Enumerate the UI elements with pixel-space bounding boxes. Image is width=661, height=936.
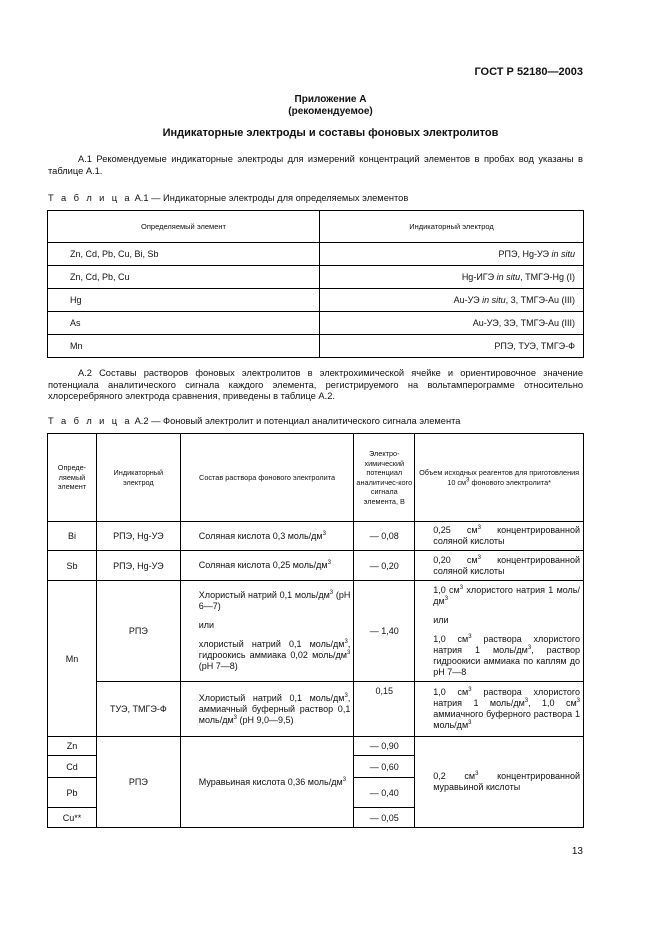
volume-header-line2-tail: фонового электролита* [469, 477, 551, 487]
text: , раствор гидроокиси аммиака по каплям до рН 7—8 [433, 644, 581, 677]
table2-header-composition: Состав раствора фонового электролита [180, 434, 354, 522]
cell-volume [415, 551, 584, 581]
text: Соляная кислота 0,25 моль/дм [198, 560, 328, 570]
table2-header-volume [415, 434, 584, 522]
cell-volume [415, 682, 584, 737]
text: , 1,0 см [528, 698, 577, 708]
cell-element: Pb [48, 778, 97, 808]
superscript: 3 [466, 477, 470, 484]
table1-caption [48, 193, 408, 203]
cell-composition [180, 581, 354, 682]
text: Соляная кислота 0,3 моль/дм [198, 530, 323, 541]
electrode-text: РПЭ, ТУЭ, ТМГЭ-Ф [494, 341, 575, 351]
table2-caption [48, 416, 460, 426]
table-row [48, 289, 584, 312]
or-text: или [433, 614, 449, 625]
cell-electrode: РПЭ, Hg-УЭ [96, 522, 180, 551]
document-id: ГОСТ Р 52180—2003 [474, 66, 583, 78]
paragraph-a1: А.1 Рекомендуемые индикаторные электроды для измерений концентраций элементов в пробах вод указаны в таблице А.1. [48, 154, 583, 176]
table1-cell-element: Hg [48, 289, 320, 312]
text: 1,0 см [433, 584, 460, 595]
electrode-text: РПЭ, Hg-УЭ [498, 249, 552, 259]
table2-header-row [48, 434, 584, 522]
table2-caption-text: А.2 — Фоновый электролит и потенциал аналитического сигнала элемента [134, 416, 461, 426]
superscript: 3 [524, 698, 529, 704]
appendix-header [0, 94, 661, 118]
table1-caption-label: Т а б л и ц а [48, 193, 132, 203]
text: Хлористый натрий 0,1 моль/дм [198, 590, 330, 600]
superscript: 3 [346, 650, 351, 656]
or-text: или [198, 620, 215, 630]
text: 0,2 см [433, 771, 476, 781]
cell-element: Zn [48, 737, 97, 756]
electrode-italic: in situ [482, 295, 506, 305]
table1-header-element: Определяемый элемент [48, 211, 320, 243]
cell-composition [180, 551, 354, 581]
text: , гидроокись аммиака 0,02 моль/дм [198, 639, 351, 660]
volume-header-line1: Объем исходных реагентов для приготовления [419, 468, 580, 477]
superscript: 3 [475, 771, 479, 777]
electrode-text-tail: , ТМГЭ-Hg (I) [520, 272, 575, 282]
superscript: 3 [477, 525, 481, 531]
superscript: 3 [527, 644, 532, 651]
text: раствора хлористого натрия 1 моль/дм [433, 633, 581, 655]
electrode-text-tail: , 3, ТМГЭ-Au (III) [505, 295, 575, 305]
cell-electrode: РПЭ, Hg-УЭ [96, 551, 180, 581]
superscript: 3 [329, 590, 334, 596]
table1-cell-electrode [320, 335, 584, 358]
table-row [48, 737, 584, 756]
table1-cell-element: Zn, Cd, Pb, Cu, Bi, Sb [48, 243, 320, 266]
text: 1,0 см [433, 633, 469, 644]
superscript: 3 [468, 720, 472, 726]
text: , аммиачный буферный раствор 0,1 моль/дм [198, 692, 351, 725]
cell-potential: — 1,40 [354, 581, 415, 682]
cell-potential: — 0,20 [354, 551, 415, 581]
electrode-text: Au-УЭ [453, 295, 483, 305]
section-heading: Индикаторные электроды и составы фоновых электролитов [162, 127, 499, 139]
text: (рН 6—7) [198, 590, 351, 611]
cell-volume [415, 581, 584, 682]
text: хлористый натрий 0,1 моль/дм [198, 639, 345, 649]
cell-potential: — 0,05 [354, 808, 415, 828]
text: концентрированной соляной кислоты [433, 554, 580, 576]
superscript: 3 [233, 714, 237, 721]
text: 0,20 см [433, 554, 478, 565]
text: концентрированной соляной кислоты [433, 525, 580, 546]
cell-potential: — 0,08 [354, 522, 415, 551]
text: 0,25 см [433, 525, 478, 535]
electrode-italic: in situ [551, 249, 575, 259]
table2-header-potential: Электро-химический потенциал аналитичес-кого сигнала элемента, В [354, 434, 415, 522]
table1-cell-element: As [48, 312, 320, 335]
table-a2 [47, 433, 584, 828]
table1-header-row [48, 211, 584, 243]
table1-header-electrode: Индикаторный электрод [320, 211, 584, 243]
volume-header-line2: 10 см [447, 477, 467, 487]
cell-composition [180, 737, 354, 828]
text: концентрированной муравьиной кислоты [433, 771, 581, 792]
table1-cell-electrode [320, 312, 584, 335]
table1-caption-text: А.1 — Индикаторные электроды для определяемых элементов [134, 193, 409, 203]
superscript: 3 [468, 633, 472, 640]
table2-header-element: Опреде-ляемый элемент [48, 434, 97, 522]
text: (рН 7—8) [198, 661, 238, 671]
superscript: 3 [444, 595, 449, 602]
table1-cell-electrode [320, 266, 584, 289]
cell-composition [180, 522, 354, 551]
superscript: 3 [342, 776, 347, 783]
appendix-title: Приложение А [294, 94, 367, 105]
superscript: 3 [459, 584, 464, 591]
table-row [48, 581, 584, 682]
superscript: 3 [477, 554, 481, 561]
table-a1 [47, 210, 584, 358]
cell-electrode: РПЭ [96, 737, 180, 828]
table-row [48, 312, 584, 335]
cell-volume [415, 737, 584, 828]
page-number: 13 [571, 846, 583, 857]
text: 1,0 см [433, 687, 469, 697]
cell-element: Mn [48, 581, 97, 737]
cell-potential: 0,15 [354, 682, 415, 737]
cell-element: Cd [48, 756, 97, 778]
cell-potential: — 0,60 [354, 756, 415, 778]
table-row [48, 551, 584, 581]
superscript: 3 [468, 687, 472, 693]
table1-cell-element: Zn, Cd, Pb, Cu [48, 266, 320, 289]
text: раствора хлористого натрия 1 моль/дм [433, 687, 581, 708]
cell-volume [415, 522, 584, 551]
table-row [48, 522, 584, 551]
table-row [48, 682, 584, 737]
superscript: 3 [344, 692, 348, 699]
cell-composition [180, 682, 354, 737]
paragraph-a2: А.2 Составы растворов фоновых электролитов в электрохимической ячейке и ориентировочное значение потенциала аналитического сигнала каждого элемента, регистрируемого на вольтамперограмме относительно хлорсеребряного электрода сравнения, приведены в таблице А.2. [48, 368, 583, 402]
table2-header-electrode: Индикаторный электрод [96, 434, 180, 522]
cell-element: Bi [48, 522, 97, 551]
superscript: 3 [344, 639, 348, 645]
table1-cell-electrode [320, 243, 584, 266]
cell-potential: — 0,90 [354, 737, 415, 756]
appendix-note: (рекомендуемое) [288, 106, 373, 117]
electrode-text: Au-УЭ, ЗЭ, ТМГЭ-Au (III) [472, 318, 575, 328]
table1-cell-element: Mn [48, 335, 320, 358]
superscript: 3 [327, 560, 331, 566]
text: Муравьиная кислота 0,36 моль/дм [198, 776, 343, 787]
table-row [48, 335, 584, 358]
table-row [48, 243, 584, 266]
electrode-italic: in situ [496, 272, 521, 282]
text: хлористого натрия 1 моль/дм [433, 584, 581, 606]
cell-element: Sb [48, 551, 97, 581]
text: аммиачного буферного раствора 1 моль/дм [433, 709, 580, 730]
cell-potential: — 0,40 [354, 778, 415, 808]
table2-caption-label: Т а б л и ц а [48, 416, 132, 426]
cell-electrode: РПЭ [96, 581, 180, 682]
text: (рН 9,0—9,5) [237, 714, 294, 725]
text: Хлористый натрий 0,1 моль/дм [198, 692, 345, 703]
table1-cell-electrode [320, 289, 584, 312]
electrode-text: Hg-ИГЭ [461, 272, 497, 282]
superscript: 3 [576, 698, 581, 704]
table-row [48, 266, 584, 289]
cell-element: Cu** [48, 808, 97, 828]
superscript: 3 [322, 530, 326, 537]
cell-electrode: ТУЭ, ТМГЭ-Ф [96, 682, 180, 737]
